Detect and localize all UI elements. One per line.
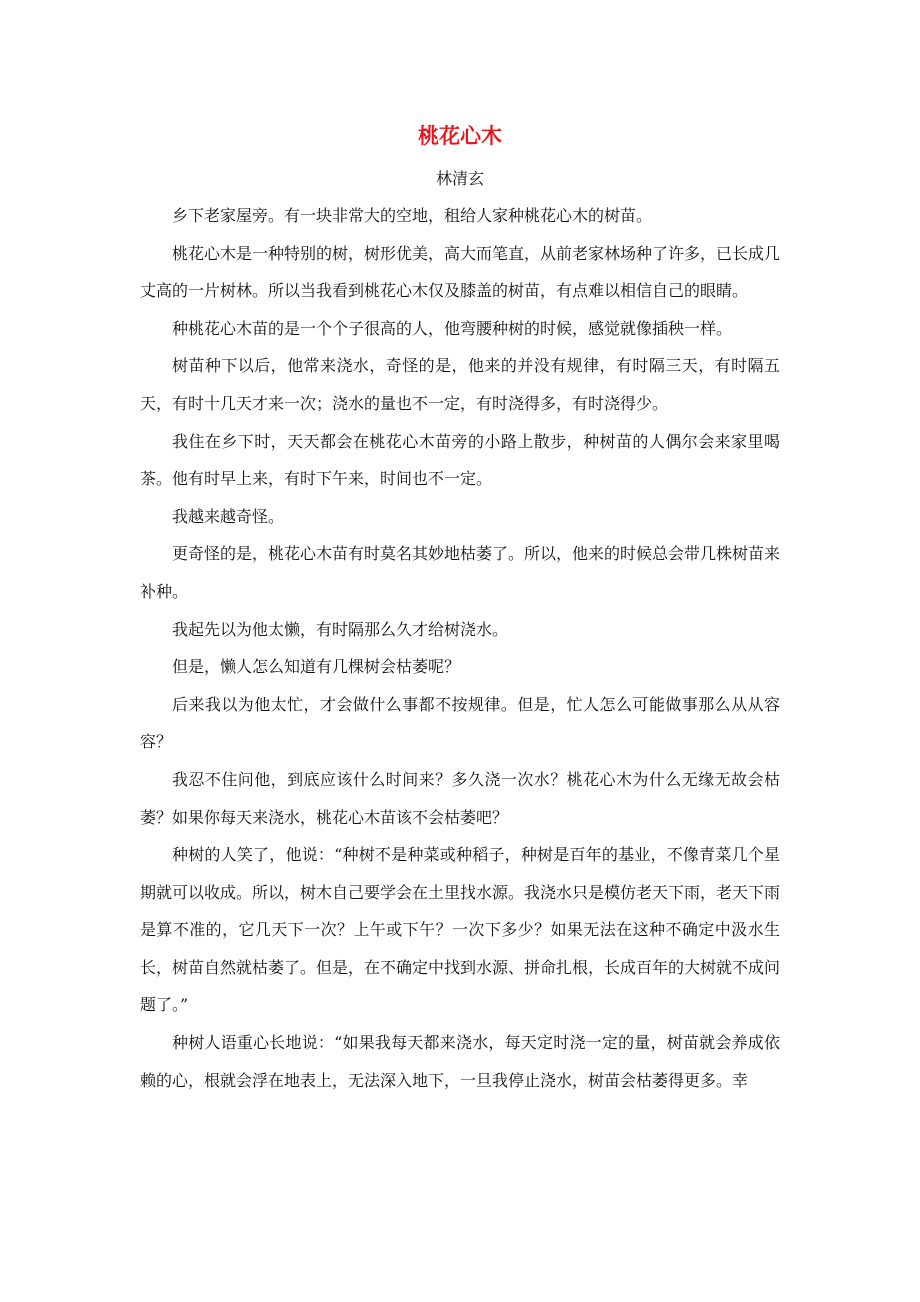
- paragraph: 我住在乡下时，天天都会在桃花心木苗旁的小路上散步，种树苗的人偶尔会来家里喝茶。他有时早上来，有时下午来，时间也不一定。: [140, 431, 780, 489]
- paragraph: 种树的人笑了，他说：“种树不是种菜或种稻子，种树是百年的基业，不像青菜几个星期就可以收成。所以，树木自己要学会在土里找水源。我浇水只是模仿老天下雨，老天下雨是算不准的，它几天下一次？上午或下午？一次下多少？如果无法在这种不确定中汲水生长，树苗自然就枯萎了。但是，在不确定中找到水源、拼命扎根，长成百年的大树就不成问题了。”: [140, 845, 781, 1015]
- paragraph: 种树人语重心长地说：“如果我每天都来浇水，每天定时浇一定的量，树苗就会养成依赖的心，根就会浮在地表上，无法深入地下，一旦我停止浇水，树苗会枯萎得更多。幸: [140, 1033, 780, 1090]
- paragraph: 我越来越奇怪。: [172, 506, 285, 526]
- paragraph: 后来我以为他太忙，才会做什么事都不按规律。但是，忙人怎么可能做事那么从从容容？: [140, 694, 780, 752]
- document-title: 桃花心木: [418, 124, 502, 148]
- paragraph: 更奇怪的是，桃花心木苗有时莫名其妙地枯萎了。所以，他来的时候总会带几株树苗来补种。: [140, 544, 781, 601]
- document-body: [140, 197, 780, 1099]
- paragraph: 桃花心木是一种特别的树，树形优美，高大而笔直，从前老家林场种了许多，已长成几丈高的一片树林。所以当我看到桃花心木仅及膝盖的树苗，有点难以相信自己的眼睛。: [140, 243, 781, 301]
- paragraph: 我起先以为他太懒，有时隔那么久才给树浇水。: [172, 619, 509, 639]
- document-author: 林清玄: [435, 169, 484, 188]
- paragraph: 我忍不住问他，到底应该什么时间来？多久浇一次水？桃花心木为什么无缘无故会枯萎？如果你每天来浇水，桃花心木苗该不会枯萎吧？: [140, 769, 780, 827]
- paragraph: 但是，懒人怎么知道有几棵树会枯萎呢？: [172, 657, 461, 677]
- paragraph: 种桃花心木苗的是一个个子很高的人，他弯腰种树的时候，感觉就像插秧一样。: [172, 318, 733, 338]
- paragraph: 树苗种下以后，他常来浇水，奇怪的是，他来的并没有规律，有时隔三天，有时隔五天，有时十几天才来一次；浇水的量也不一定，有时浇得多，有时浇得少。: [140, 356, 780, 413]
- paragraph: 乡下老家屋旁。有一块非常大的空地，租给人家种桃花心木的树苗。: [172, 206, 653, 225]
